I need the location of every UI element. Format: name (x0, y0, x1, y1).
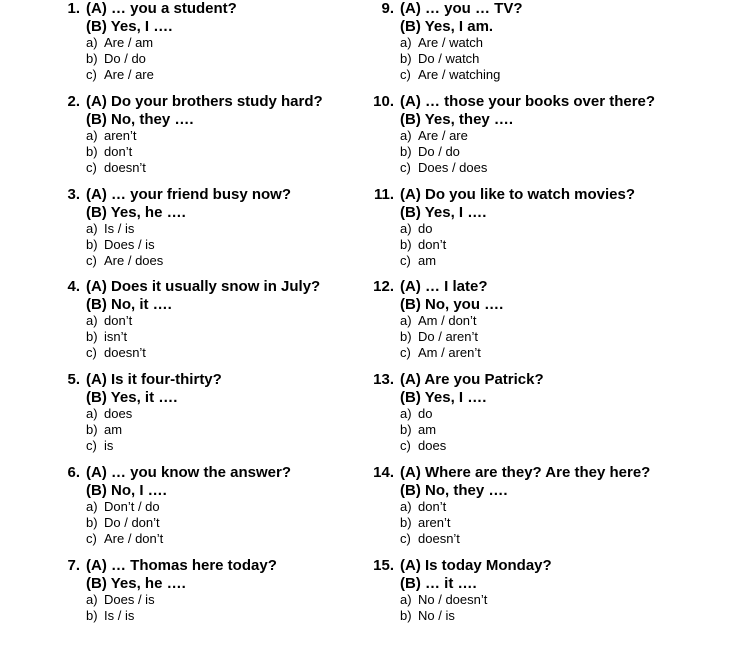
question-b-text: (B) Yes, he …. (86, 574, 186, 592)
option-letter: c) (400, 252, 411, 268)
answer-options (368, 128, 718, 176)
question-prompt (368, 0, 718, 18)
option-letter: c) (86, 252, 97, 268)
answer-option (400, 438, 718, 454)
option-letter: b) (86, 607, 98, 623)
answer-option (86, 515, 374, 531)
option-text: Am / aren’t (418, 345, 481, 361)
option-letter: c) (86, 438, 97, 454)
answer-option (400, 51, 718, 67)
option-letter: a) (86, 127, 98, 143)
answer-options (54, 313, 374, 361)
question-block (54, 93, 374, 186)
option-text: don’t (418, 498, 447, 514)
option-text: Is / is (104, 607, 135, 623)
answer-options (368, 499, 718, 547)
answer-option (400, 345, 718, 361)
option-letter: b) (400, 51, 412, 66)
option-letter: a) (400, 313, 412, 329)
answer-option (86, 592, 374, 608)
answer-option (86, 608, 374, 624)
option-letter: c) (400, 530, 411, 546)
option-letter: b) (86, 143, 98, 159)
answer-option (86, 253, 374, 269)
answer-option (86, 35, 374, 51)
answer-option (400, 329, 718, 345)
question-a-text: (A) … you a student? (86, 0, 237, 17)
question-block (54, 278, 374, 371)
answer-option (400, 592, 718, 608)
question-number: 6. (67, 463, 80, 481)
question-prompt (368, 557, 718, 575)
question-number: 12. (373, 278, 394, 296)
option-letter: a) (86, 498, 98, 514)
answer-options (54, 499, 374, 547)
option-letter: a) (400, 498, 412, 514)
option-letter: a) (400, 127, 412, 143)
option-letter: b) (400, 607, 412, 623)
answer-option (86, 499, 374, 515)
option-text: don’t (104, 143, 133, 159)
answer-option (400, 160, 718, 176)
option-letter: b) (400, 236, 412, 252)
right-question-column (368, 0, 718, 650)
question-block (54, 0, 374, 93)
option-letter: a) (86, 591, 98, 607)
option-text: Are / does (104, 252, 164, 268)
question-block (368, 371, 718, 464)
option-text: aren’t (104, 127, 137, 143)
option-letter: c) (86, 159, 97, 175)
option-letter: a) (400, 220, 412, 236)
option-text: Are / am (104, 35, 154, 50)
question-block (368, 93, 718, 186)
answer-options (368, 592, 718, 624)
question-number: 15. (373, 556, 394, 574)
answer-option (86, 160, 374, 176)
option-text: doesn’t (104, 345, 146, 361)
answer-option (86, 422, 374, 438)
question-b-text: (B) Yes, they …. (400, 110, 514, 128)
option-text: Do / watch (418, 51, 480, 66)
question-a-text: (A) Is today Monday? (400, 556, 552, 574)
question-block (54, 186, 374, 279)
question-number: 9. (381, 0, 394, 17)
answer-option (400, 531, 718, 547)
answer-options (54, 128, 374, 176)
option-letter: b) (400, 329, 412, 345)
option-text: Does / does (418, 159, 488, 175)
answer-option (86, 237, 374, 253)
answer-option (400, 221, 718, 237)
option-letter: a) (400, 591, 412, 607)
option-text: am (418, 252, 437, 268)
answer-option (86, 345, 374, 361)
question-b-text: (B) Yes, he …. (86, 203, 186, 221)
answer-option (400, 253, 718, 269)
option-text: Do / do (418, 143, 460, 159)
question-a-text: (A) Are you Patrick? (400, 371, 544, 389)
answer-option (86, 438, 374, 454)
option-text: do (418, 406, 433, 422)
question-a-text: (A) Do you like to watch movies? (400, 185, 636, 203)
question-prompt (54, 186, 374, 204)
option-text: No / is (418, 607, 455, 623)
option-text: Are / are (104, 67, 154, 82)
question-b-text: (B) No, I …. (86, 481, 167, 499)
option-letter: c) (400, 67, 411, 82)
option-text: does (418, 438, 447, 454)
question-prompt (368, 464, 718, 482)
question-a-text: (A) … you know the answer? (86, 463, 292, 481)
option-letter: b) (86, 51, 98, 66)
question-a-text: (A) … you … TV? (400, 0, 523, 17)
question-prompt (54, 0, 374, 18)
question-block (54, 557, 374, 650)
answer-options (54, 35, 374, 83)
option-text: don’t (104, 313, 133, 329)
answer-options (54, 592, 374, 624)
option-letter: a) (86, 406, 98, 422)
answer-option (86, 531, 374, 547)
answer-option (400, 313, 718, 329)
option-letter: a) (86, 35, 98, 50)
option-text: Are / are (418, 127, 468, 143)
question-number: 2. (67, 92, 80, 110)
question-b-text: (B) Yes, it …. (86, 389, 178, 407)
answer-option (400, 499, 718, 515)
option-letter: a) (400, 406, 412, 422)
option-letter: c) (86, 345, 97, 361)
answer-option (400, 515, 718, 531)
option-text: doesn’t (104, 159, 146, 175)
question-number: 3. (67, 185, 80, 203)
option-letter: b) (86, 422, 98, 438)
question-block (368, 186, 718, 279)
question-prompt (368, 278, 718, 296)
question-a-text: (A) Where are they? Are they here? (400, 463, 651, 481)
question-b-text: (B) Yes, I am. (400, 18, 494, 35)
question-b-text: (B) No, it …. (86, 296, 172, 314)
answer-option (400, 237, 718, 253)
option-text: Does / is (104, 236, 155, 252)
option-letter: c) (86, 67, 97, 82)
option-letter: b) (86, 329, 98, 345)
answer-option (400, 144, 718, 160)
option-text: Does / is (104, 591, 155, 607)
answer-option (86, 221, 374, 237)
question-b-text: (B) Yes, I …. (400, 389, 487, 407)
option-letter: c) (86, 530, 97, 546)
question-block (368, 557, 718, 650)
answer-options (368, 406, 718, 454)
question-prompt (54, 93, 374, 111)
question-b-text: (B) No, you …. (400, 296, 504, 314)
question-prompt (54, 371, 374, 389)
option-text: Do / don’t (104, 514, 160, 530)
option-text: am (418, 422, 437, 438)
answer-option (86, 67, 374, 83)
option-text: don’t (418, 236, 447, 252)
answer-options (368, 35, 718, 83)
answer-option (86, 128, 374, 144)
question-b-text: (B) No, they …. (86, 110, 194, 128)
option-text: doesn’t (418, 530, 460, 546)
answer-option (86, 329, 374, 345)
question-number: 7. (67, 556, 80, 574)
option-letter: b) (400, 422, 412, 438)
option-text: Is / is (104, 220, 135, 236)
option-text: do (418, 220, 433, 236)
question-a-text: (A) Is it four-thirty? (86, 371, 222, 389)
question-prompt (368, 93, 718, 111)
question-prompt (368, 371, 718, 389)
question-b-text: (B) Yes, I …. (400, 203, 487, 221)
question-a-text: (A) … Thomas here today? (86, 556, 277, 574)
answer-option (400, 35, 718, 51)
option-letter: a) (86, 313, 98, 329)
question-number: 13. (373, 371, 394, 389)
question-prompt (54, 464, 374, 482)
question-a-text: (A) … your friend busy now? (86, 185, 291, 203)
option-text: isn’t (104, 329, 128, 345)
option-letter: c) (400, 438, 411, 454)
answer-options (368, 313, 718, 361)
option-letter: b) (86, 236, 98, 252)
question-b-text: (B) Yes, I …. (86, 18, 173, 35)
question-block (54, 464, 374, 557)
answer-option (400, 67, 718, 83)
answer-option (400, 128, 718, 144)
question-a-text: (A) … I late? (400, 278, 488, 296)
question-a-text: (A) … those your books over there? (400, 92, 656, 110)
option-letter: c) (400, 159, 411, 175)
question-number: 5. (67, 371, 80, 389)
option-text: Don’t / do (104, 498, 160, 514)
option-letter: a) (86, 220, 98, 236)
answer-options (368, 221, 718, 269)
question-prompt (54, 557, 374, 575)
answer-option (400, 608, 718, 624)
option-letter: b) (86, 514, 98, 530)
answer-option (400, 406, 718, 422)
question-block (368, 0, 718, 93)
answer-option (86, 406, 374, 422)
answer-option (86, 313, 374, 329)
question-block (368, 464, 718, 557)
option-letter: b) (400, 143, 412, 159)
question-prompt (54, 278, 374, 296)
option-text: Do / do (104, 51, 146, 66)
option-text: No / doesn’t (418, 591, 488, 607)
option-text: Am / don’t (418, 313, 477, 329)
question-number: 4. (67, 278, 80, 296)
question-number: 14. (373, 463, 394, 481)
question-block (54, 371, 374, 464)
question-b-text: (B) … it …. (400, 574, 477, 592)
option-text: Do / aren’t (418, 329, 478, 345)
option-letter: b) (400, 514, 412, 530)
left-question-column (54, 0, 374, 650)
option-text: am (104, 422, 123, 438)
answer-options (54, 221, 374, 269)
question-number: 11. (373, 185, 394, 203)
answer-option (86, 144, 374, 160)
option-text: is (104, 438, 114, 454)
question-prompt (368, 186, 718, 204)
question-number: 1. (67, 0, 80, 17)
option-letter: a) (400, 35, 412, 50)
option-text: Are / don’t (104, 530, 164, 546)
option-text: Are / watch (418, 35, 484, 50)
question-block (368, 278, 718, 371)
answer-option (86, 51, 374, 67)
question-a-text: (A) Do your brothers study hard? (86, 92, 323, 110)
question-a-text: (A) Does it usually snow in July? (86, 278, 321, 296)
answer-options (54, 406, 374, 454)
option-text: does (104, 406, 133, 422)
question-number: 10. (373, 92, 394, 110)
answer-option (400, 422, 718, 438)
option-text: Are / watching (418, 67, 501, 82)
option-letter: c) (400, 345, 411, 361)
option-text: aren’t (418, 514, 451, 530)
question-b-text: (B) No, they …. (400, 481, 508, 499)
